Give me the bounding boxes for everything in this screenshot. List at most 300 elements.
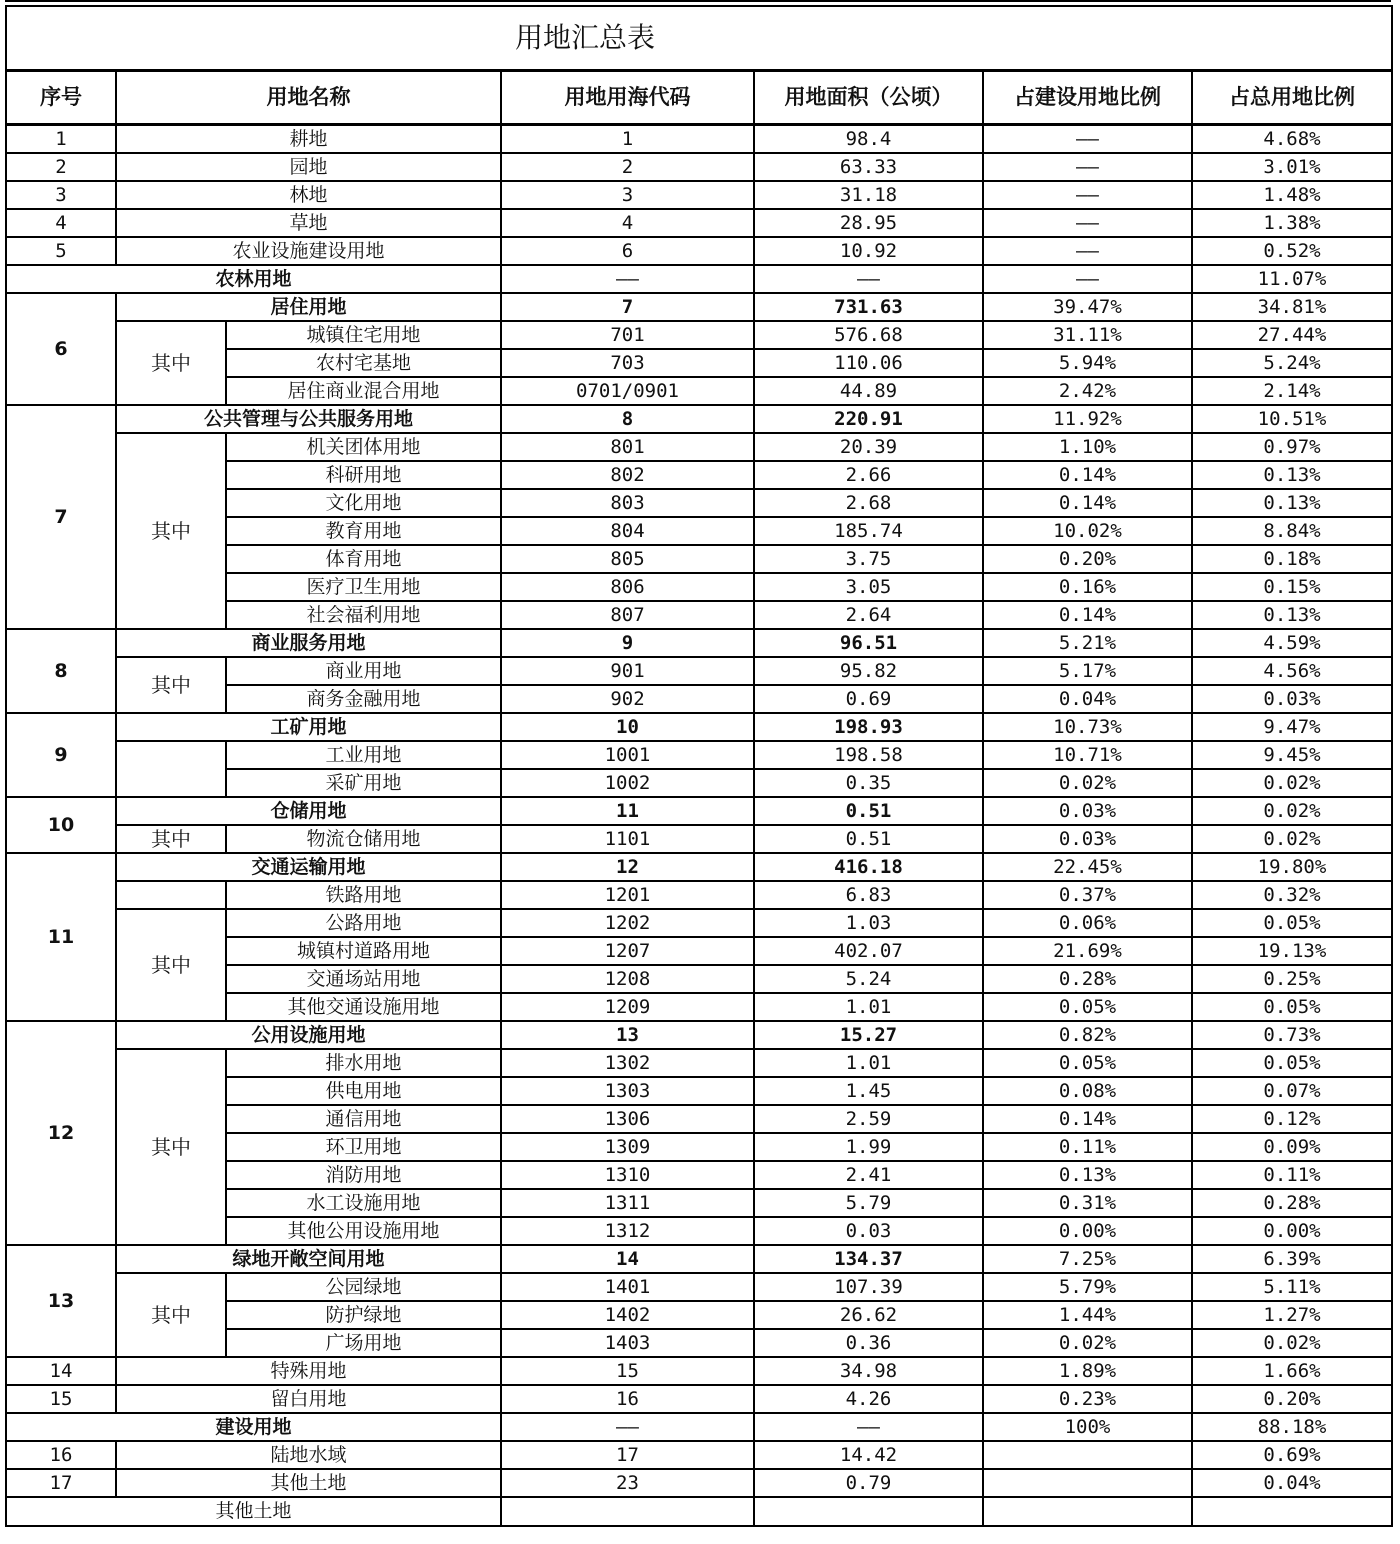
cell-area: 134.37 [754, 1245, 983, 1273]
cell-code: 3 [501, 181, 754, 209]
cell-ratio-total: 0.25% [1192, 965, 1392, 993]
cell-area: 63.33 [754, 153, 983, 181]
header-ratio-build: 占建设用地比例 [983, 71, 1192, 125]
cell-index: 4 [6, 209, 116, 237]
cell-area: 5.79 [754, 1189, 983, 1217]
cell-name: 排水用地 [226, 1049, 501, 1077]
cell-ratio-build: 1.89% [983, 1357, 1192, 1385]
cell-name: 城镇村道路用地 [226, 937, 501, 965]
cell-ratio-total: 0.02% [1192, 769, 1392, 797]
cell-ratio-total: 0.02% [1192, 825, 1392, 853]
cell-ratio-build: 5.17% [983, 657, 1192, 685]
group-header-row [6, 1021, 1392, 1049]
cell-ratio-build: 7.25% [983, 1245, 1192, 1273]
cell-code: —— [501, 265, 754, 293]
cell-ratio-build: 22.45% [983, 853, 1192, 881]
cell-name: 铁路用地 [226, 881, 501, 909]
cell-ratio-total: 0.97% [1192, 433, 1392, 461]
group-header-row [6, 1245, 1392, 1273]
cell-ratio-total: 1.66% [1192, 1357, 1392, 1385]
table-row [6, 741, 1392, 769]
cell-name: 工业用地 [226, 741, 501, 769]
table-row [6, 1441, 1392, 1469]
cell-ratio-total: 0.09% [1192, 1133, 1392, 1161]
cell-ratio-total: 0.73% [1192, 1021, 1392, 1049]
cell-area: 5.24 [754, 965, 983, 993]
subtotal-row [6, 265, 1392, 293]
table-row [6, 1049, 1392, 1077]
cell-name: 其他土地 [6, 1497, 501, 1526]
cell-ratio-total: 1.48% [1192, 181, 1392, 209]
cell-name: 特殊用地 [116, 1357, 501, 1385]
cell-name: 公路用地 [226, 909, 501, 937]
cell-name: 环卫用地 [226, 1133, 501, 1161]
cell-ratio-build: 0.14% [983, 601, 1192, 629]
cell-ratio-build: 10.73% [983, 713, 1192, 741]
cell-index: 3 [6, 181, 116, 209]
table-row [6, 237, 1392, 265]
cell-area: 0.03 [754, 1217, 983, 1245]
cell-name: 科研用地 [226, 461, 501, 489]
cell-code: 1201 [501, 881, 754, 909]
cell-qizhong: 其中 [116, 657, 226, 713]
cell-ratio-build: 0.06% [983, 909, 1192, 937]
cell-area: 1.01 [754, 1049, 983, 1077]
cell-ratio-total: 34.81% [1192, 293, 1392, 321]
group-header-row [6, 293, 1392, 321]
cell-ratio-build [983, 1469, 1192, 1497]
cell-ratio-total: 0.69% [1192, 1441, 1392, 1469]
cell-ratio-total: 0.07% [1192, 1077, 1392, 1105]
cell-code: 806 [501, 573, 754, 601]
table-title: 用地汇总表 [6, 6, 1392, 71]
cell-ratio-build: 0.20% [983, 545, 1192, 573]
cell-index: 6 [6, 293, 116, 405]
cell-ratio-build: 0.08% [983, 1077, 1192, 1105]
cell-ratio-total: 10.51% [1192, 405, 1392, 433]
table-row [6, 209, 1392, 237]
cell-name: 陆地水域 [116, 1441, 501, 1469]
cell-code: 902 [501, 685, 754, 713]
cell-index: 10 [6, 797, 116, 853]
cell-area: 4.26 [754, 1385, 983, 1413]
cell-area: 28.95 [754, 209, 983, 237]
cell-area: 1.01 [754, 993, 983, 1021]
cell-code: 1310 [501, 1161, 754, 1189]
cell-ratio-build: 39.47% [983, 293, 1192, 321]
table-row [6, 1357, 1392, 1385]
cell-blank [116, 741, 226, 797]
cell-ratio-build: —— [983, 237, 1192, 265]
cell-code: 1306 [501, 1105, 754, 1133]
cell-index: 1 [6, 125, 116, 154]
cell-name: 体育用地 [226, 545, 501, 573]
cell-ratio-build: 5.79% [983, 1273, 1192, 1301]
cell-index: 8 [6, 629, 116, 713]
cell-area: 1.45 [754, 1077, 983, 1105]
cell-name: 商业服务用地 [116, 629, 501, 657]
cell-code: 11 [501, 797, 754, 825]
cell-ratio-build: —— [983, 153, 1192, 181]
cell-ratio-build: 0.11% [983, 1133, 1192, 1161]
group-header-row [6, 853, 1392, 881]
cell-area: 10.92 [754, 237, 983, 265]
cell-code: 807 [501, 601, 754, 629]
cell-code: 4 [501, 209, 754, 237]
cell-code: 2 [501, 153, 754, 181]
cell-ratio-total: 11.07% [1192, 265, 1392, 293]
cell-name: 农业设施建设用地 [116, 237, 501, 265]
cell-ratio-build: 31.11% [983, 321, 1192, 349]
cell-index: 7 [6, 405, 116, 629]
table-row [6, 657, 1392, 685]
cell-ratio-total: 8.84% [1192, 517, 1392, 545]
cell-ratio-total: 0.13% [1192, 489, 1392, 517]
cell-ratio-build: 0.82% [983, 1021, 1192, 1049]
cell-ratio-build: 5.94% [983, 349, 1192, 377]
cell-code: 17 [501, 1441, 754, 1469]
cell-name: 机关团体用地 [226, 433, 501, 461]
cell-ratio-build: 0.05% [983, 993, 1192, 1021]
cell-area: 2.41 [754, 1161, 983, 1189]
cell-code: 703 [501, 349, 754, 377]
cell-name: 园地 [116, 153, 501, 181]
cell-area: 15.27 [754, 1021, 983, 1049]
cell-ratio-build: 2.42% [983, 377, 1192, 405]
cell-name: 其他交通设施用地 [226, 993, 501, 1021]
cell-code: 1 [501, 125, 754, 154]
cell-ratio-build: 11.92% [983, 405, 1192, 433]
cell-name: 绿地开敞空间用地 [116, 1245, 501, 1273]
cell-name: 消防用地 [226, 1161, 501, 1189]
cell-code: 1403 [501, 1329, 754, 1357]
cell-ratio-total: 0.20% [1192, 1385, 1392, 1413]
cell-code: 1002 [501, 769, 754, 797]
cell-ratio-total: 5.11% [1192, 1273, 1392, 1301]
cell-ratio-build: 0.02% [983, 769, 1192, 797]
cell-ratio-build: 0.05% [983, 1049, 1192, 1077]
group-header-row [6, 405, 1392, 433]
table-row [6, 1273, 1392, 1301]
cell-code: —— [501, 1413, 754, 1441]
cell-name: 林地 [116, 181, 501, 209]
cell-code: 23 [501, 1469, 754, 1497]
cell-name: 其他公用设施用地 [226, 1217, 501, 1245]
cell-code: 801 [501, 433, 754, 461]
cell-area: 2.68 [754, 489, 983, 517]
cell-code: 1303 [501, 1077, 754, 1105]
cell-qizhong: 其中 [116, 321, 226, 405]
cell-ratio-build: 5.21% [983, 629, 1192, 657]
cell-code: 802 [501, 461, 754, 489]
table-row [6, 321, 1392, 349]
cell-area: 0.79 [754, 1469, 983, 1497]
cell-name: 城镇住宅用地 [226, 321, 501, 349]
cell-ratio-build: 0.00% [983, 1217, 1192, 1245]
cell-code: 12 [501, 853, 754, 881]
cell-index: 15 [6, 1385, 116, 1413]
cell-index: 12 [6, 1021, 116, 1245]
cell-ratio-total: 5.24% [1192, 349, 1392, 377]
cell-index: 14 [6, 1357, 116, 1385]
cell-ratio-total: 27.44% [1192, 321, 1392, 349]
header-row [6, 71, 1392, 125]
cell-ratio-build: 0.14% [983, 489, 1192, 517]
cell-area: 576.68 [754, 321, 983, 349]
cell-code: 1309 [501, 1133, 754, 1161]
cell-ratio-build [983, 1497, 1192, 1526]
cell-name: 建设用地 [6, 1413, 501, 1441]
cell-code: 701 [501, 321, 754, 349]
cell-ratio-total: 6.39% [1192, 1245, 1392, 1273]
cell-qizhong: 其中 [116, 825, 226, 853]
cell-ratio-build: 0.03% [983, 797, 1192, 825]
cell-ratio-build: —— [983, 181, 1192, 209]
cell-name: 社会福利用地 [226, 601, 501, 629]
table-row [6, 125, 1392, 154]
cell-code: 1209 [501, 993, 754, 1021]
cell-ratio-build: 0.16% [983, 573, 1192, 601]
cell-code: 1402 [501, 1301, 754, 1329]
table-row [6, 1385, 1392, 1413]
cell-ratio-total: 0.15% [1192, 573, 1392, 601]
cell-name: 居住商业混合用地 [226, 377, 501, 405]
cell-ratio-total: 0.05% [1192, 1049, 1392, 1077]
cell-area: 2.59 [754, 1105, 983, 1133]
cell-ratio-build: 0.37% [983, 881, 1192, 909]
cell-area: 2.64 [754, 601, 983, 629]
cell-ratio-total: 0.00% [1192, 1217, 1392, 1245]
cell-ratio-total: 3.01% [1192, 153, 1392, 181]
cell-name: 教育用地 [226, 517, 501, 545]
cell-ratio-total: 1.27% [1192, 1301, 1392, 1329]
cell-ratio-total [1192, 1497, 1392, 1526]
cell-ratio-build: 0.03% [983, 825, 1192, 853]
cell-ratio-build: 0.31% [983, 1189, 1192, 1217]
table-row [6, 181, 1392, 209]
cell-area: 44.89 [754, 377, 983, 405]
cell-area: —— [754, 1413, 983, 1441]
cell-ratio-total: 0.12% [1192, 1105, 1392, 1133]
cell-ratio-total: 4.59% [1192, 629, 1392, 657]
cell-code: 1202 [501, 909, 754, 937]
cell-code: 1312 [501, 1217, 754, 1245]
cell-ratio-total: 0.04% [1192, 1469, 1392, 1497]
cell-index: 16 [6, 1441, 116, 1469]
cell-index: 2 [6, 153, 116, 181]
cell-name: 防护绿地 [226, 1301, 501, 1329]
cell-area: 0.35 [754, 769, 983, 797]
cell-ratio-total: 0.02% [1192, 1329, 1392, 1357]
cell-ratio-total: 0.18% [1192, 545, 1392, 573]
cell-ratio-total: 19.13% [1192, 937, 1392, 965]
cell-qizhong: 其中 [116, 909, 226, 1021]
subtotal-row [6, 1413, 1392, 1441]
cell-ratio-build: 10.02% [983, 517, 1192, 545]
cell-code: 1001 [501, 741, 754, 769]
cell-code: 901 [501, 657, 754, 685]
cell-name: 供电用地 [226, 1077, 501, 1105]
cell-index: 11 [6, 853, 116, 1021]
cell-name: 居住用地 [116, 293, 501, 321]
cell-ratio-total: 0.13% [1192, 461, 1392, 489]
cell-area: 6.83 [754, 881, 983, 909]
cell-ratio-build: 0.14% [983, 1105, 1192, 1133]
subtotal-row [6, 1497, 1392, 1526]
header-code: 用地用海代码 [501, 71, 754, 125]
cell-ratio-total: 9.47% [1192, 713, 1392, 741]
cell-name: 广场用地 [226, 1329, 501, 1357]
cell-index: 5 [6, 237, 116, 265]
cell-area [754, 1497, 983, 1526]
table-row [6, 825, 1392, 853]
cell-area: 3.05 [754, 573, 983, 601]
cell-code [501, 1497, 754, 1526]
cell-area: 0.51 [754, 797, 983, 825]
cell-area: 107.39 [754, 1273, 983, 1301]
cell-code: 804 [501, 517, 754, 545]
header-area: 用地面积（公顷） [754, 71, 983, 125]
land-use-summary-table [5, 5, 1393, 1527]
cell-area: 3.75 [754, 545, 983, 573]
cell-name: 农村宅基地 [226, 349, 501, 377]
cell-ratio-total: 0.03% [1192, 685, 1392, 713]
cell-ratio-build: —— [983, 265, 1192, 293]
cell-code: 8 [501, 405, 754, 433]
cell-name: 仓储用地 [116, 797, 501, 825]
cell-ratio-total: 4.56% [1192, 657, 1392, 685]
cell-ratio-total: 4.68% [1192, 125, 1392, 154]
cell-ratio-total: 1.38% [1192, 209, 1392, 237]
cell-name: 商业用地 [226, 657, 501, 685]
table-row [6, 1469, 1392, 1497]
table-row [6, 881, 1392, 909]
cell-code: 16 [501, 1385, 754, 1413]
cell-name: 公用设施用地 [116, 1021, 501, 1049]
cell-name: 留白用地 [116, 1385, 501, 1413]
header-ratio-total: 占总用地比例 [1192, 71, 1392, 125]
cell-code: 803 [501, 489, 754, 517]
cell-code: 10 [501, 713, 754, 741]
cell-area: 198.58 [754, 741, 983, 769]
cell-name: 其他土地 [116, 1469, 501, 1497]
cell-ratio-total: 9.45% [1192, 741, 1392, 769]
cell-name: 采矿用地 [226, 769, 501, 797]
cell-area: 416.18 [754, 853, 983, 881]
cell-code: 1311 [501, 1189, 754, 1217]
cell-area: 0.51 [754, 825, 983, 853]
cell-area: 96.51 [754, 629, 983, 657]
cell-code: 13 [501, 1021, 754, 1049]
cell-area: 110.06 [754, 349, 983, 377]
group-header-row [6, 713, 1392, 741]
cell-ratio-build: 100% [983, 1413, 1192, 1441]
cell-qizhong: 其中 [116, 1273, 226, 1357]
cell-ratio-build: —— [983, 125, 1192, 154]
cell-ratio-total: 2.14% [1192, 377, 1392, 405]
cell-index: 9 [6, 713, 116, 797]
header-name: 用地名称 [116, 71, 501, 125]
cell-ratio-total: 88.18% [1192, 1413, 1392, 1441]
group-header-row [6, 629, 1392, 657]
cell-name: 通信用地 [226, 1105, 501, 1133]
cell-name: 物流仓储用地 [226, 825, 501, 853]
cell-area: 34.98 [754, 1357, 983, 1385]
cell-name: 农林用地 [6, 265, 501, 293]
cell-area: 2.66 [754, 461, 983, 489]
cell-code: 1401 [501, 1273, 754, 1301]
cell-area: —— [754, 265, 983, 293]
cell-area: 198.93 [754, 713, 983, 741]
cell-code: 15 [501, 1357, 754, 1385]
cell-ratio-build: —— [983, 209, 1192, 237]
cell-qizhong: 其中 [116, 1049, 226, 1245]
cell-ratio-total: 0.05% [1192, 993, 1392, 1021]
cell-name: 文化用地 [226, 489, 501, 517]
cell-area: 402.07 [754, 937, 983, 965]
cell-name: 水工设施用地 [226, 1189, 501, 1217]
cell-area: 0.36 [754, 1329, 983, 1357]
cell-name: 交通场站用地 [226, 965, 501, 993]
cell-ratio-build: 0.02% [983, 1329, 1192, 1357]
table-row [6, 153, 1392, 181]
cell-area: 26.62 [754, 1301, 983, 1329]
cell-area: 20.39 [754, 433, 983, 461]
cell-index: 13 [6, 1245, 116, 1357]
cell-qizhong: 其中 [116, 433, 226, 629]
cell-code: 1207 [501, 937, 754, 965]
cell-code: 6 [501, 237, 754, 265]
cell-code: 7 [501, 293, 754, 321]
cell-index: 17 [6, 1469, 116, 1497]
cell-name: 公园绿地 [226, 1273, 501, 1301]
cell-ratio-total: 0.05% [1192, 909, 1392, 937]
cell-code: 1302 [501, 1049, 754, 1077]
cell-ratio-build: 1.44% [983, 1301, 1192, 1329]
cell-area: 0.69 [754, 685, 983, 713]
cell-blank [116, 881, 226, 909]
cell-ratio-build: 10.71% [983, 741, 1192, 769]
cell-area: 95.82 [754, 657, 983, 685]
cell-ratio-total: 0.11% [1192, 1161, 1392, 1189]
cell-ratio-total: 0.28% [1192, 1189, 1392, 1217]
cell-ratio-build: 0.13% [983, 1161, 1192, 1189]
cell-code: 9 [501, 629, 754, 657]
cell-area: 98.4 [754, 125, 983, 154]
cell-ratio-total: 0.32% [1192, 881, 1392, 909]
cell-code: 0701/0901 [501, 377, 754, 405]
cell-area: 31.18 [754, 181, 983, 209]
cell-ratio-total: 0.02% [1192, 797, 1392, 825]
cell-ratio-build: 0.14% [983, 461, 1192, 489]
cell-ratio-build: 0.23% [983, 1385, 1192, 1413]
cell-name: 工矿用地 [116, 713, 501, 741]
cell-area: 1.99 [754, 1133, 983, 1161]
cell-code: 14 [501, 1245, 754, 1273]
cell-ratio-total: 0.52% [1192, 237, 1392, 265]
cell-name: 草地 [116, 209, 501, 237]
cell-ratio-build: 0.28% [983, 965, 1192, 993]
cell-area: 220.91 [754, 405, 983, 433]
cell-ratio-total: 0.13% [1192, 601, 1392, 629]
cell-ratio-build: 21.69% [983, 937, 1192, 965]
cell-area: 1.03 [754, 909, 983, 937]
cell-area: 731.63 [754, 293, 983, 321]
group-header-row [6, 797, 1392, 825]
cell-code: 1208 [501, 965, 754, 993]
cell-code: 1101 [501, 825, 754, 853]
cell-area: 14.42 [754, 1441, 983, 1469]
